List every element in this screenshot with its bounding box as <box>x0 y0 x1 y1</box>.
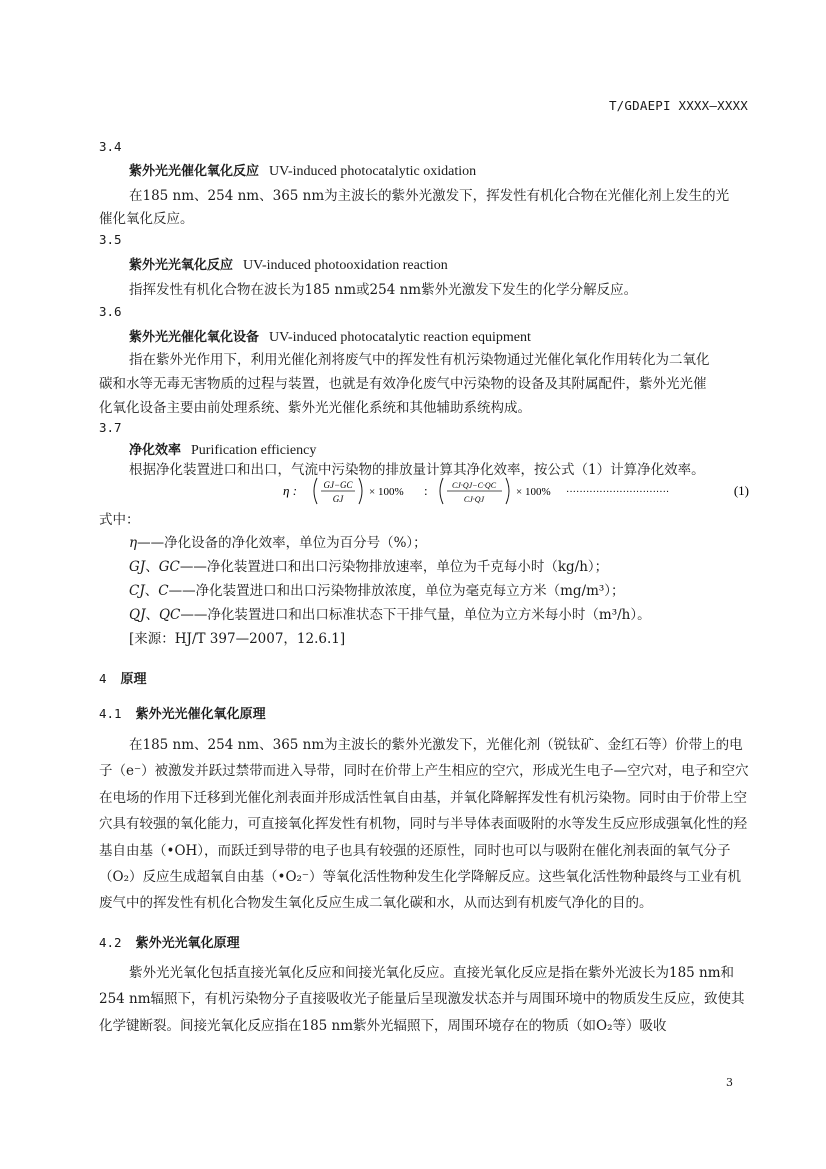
fraction-denominator: CJ·QJ <box>463 495 485 504</box>
term-chinese: 紫外光光氧化反应 <box>129 258 234 273</box>
symbol-description: ——净化装置进口和出口污染物排放速率，单位为千克每小时（kg/h）； <box>179 559 609 575</box>
clause-number: 3.4 <box>99 139 122 154</box>
definition-line: 化氧化设备主要由前处理系统、紫外光光催化系统和其他辅助系统构成。 <box>99 400 531 416</box>
definition-line: 指挥发性有机化合物在波长为185 nm或254 nm紫外光激发下发生的化学分解反应。 <box>129 282 638 298</box>
section-title: 紫外光光催化氧化原理 <box>135 707 266 722</box>
symbol: η <box>129 535 138 551</box>
equation-number: (1) <box>733 483 749 498</box>
symbol: QC <box>158 607 181 623</box>
symbol-definition <box>129 579 625 599</box>
symbol: CJ <box>129 583 145 599</box>
equals-sign: : <box>424 483 428 498</box>
right-paren <box>359 478 362 504</box>
subsection-heading <box>99 703 266 722</box>
symbol-description: ——净化装置进口和出口标准状态下干排气量，单位为立方米每小时（m³/h）。 <box>180 607 651 623</box>
symbol-separator: 、 <box>145 607 159 623</box>
term-chinese: 紫外光光催化氧化反应 <box>129 164 260 179</box>
symbol-definition <box>129 531 427 551</box>
clause-number: 3.5 <box>99 232 122 247</box>
term-entry <box>129 160 476 180</box>
symbol-description: ——净化装置进口和出口污染物排放浓度，单位为毫克每立方米（mg/m³）； <box>168 583 625 599</box>
equation-lhs: η : <box>283 483 298 498</box>
term-english: UV-induced photocatalytic reaction equipment <box>269 330 531 345</box>
equation-graphic <box>283 476 749 506</box>
section-number: 4.1 <box>99 706 122 721</box>
symbol: GJ <box>129 559 146 575</box>
section-number: 4 <box>99 671 107 686</box>
symbol: GC <box>158 559 180 575</box>
definition-line: 在185 nm、254 nm、365 nm为主波长的紫外光激发下，挥发性有机化合物在光催化剂上发生的光 <box>129 188 730 204</box>
symbol-definition <box>129 555 608 575</box>
definition-line: 催化氧化反应。 <box>99 211 194 227</box>
symbol-separator: 、 <box>145 559 159 575</box>
term-entry <box>129 326 531 346</box>
term-chinese: 净化效率 <box>129 443 182 458</box>
term-english: UV-induced photocatalytic oxidation <box>269 164 477 179</box>
page-number: 3 <box>726 1076 733 1089</box>
subsection-heading <box>99 932 240 951</box>
section-title: 原理 <box>120 672 147 687</box>
multiplier: × 100% <box>516 486 551 498</box>
section-heading <box>99 668 147 687</box>
symbol-description: ——净化设备的净化效率，单位为百分号（%）； <box>137 535 427 551</box>
definition-line: 指在紫外光作用下，利用光催化剂将废气中的挥发性有机污染物通过光催化氧化作用转化为二氧化 <box>129 352 710 368</box>
left-paren <box>314 478 317 504</box>
term-english: Purification efficiency <box>191 443 317 458</box>
symbol: C <box>158 583 169 599</box>
term-chinese: 紫外光光催化氧化设备 <box>129 330 260 345</box>
definition-line: 碳和水等无毒无害物质的过程与装置，也就是有效净化废气中污染物的设备及其附属配件，紫外光光催 <box>99 376 707 392</box>
source-note: [来源：HJ/T 397—2007，12.6.1] <box>129 631 346 647</box>
symbol-separator: 、 <box>144 583 159 599</box>
symbol: QJ <box>129 607 146 623</box>
multiplier: × 100% <box>369 486 404 498</box>
document-id: T/GDAEPI XXXX—XXXX <box>608 98 748 113</box>
fraction-denominator: GJ <box>332 494 344 504</box>
right-paren <box>506 478 509 504</box>
term-entry <box>129 439 316 459</box>
term-english: UV-induced photooxidation reaction <box>243 258 448 273</box>
term-entry <box>129 254 448 274</box>
section-number: 4.2 <box>99 935 122 950</box>
fraction-numerator: CJ·QJ−C·QC <box>451 481 497 490</box>
clause-number: 3.6 <box>99 304 122 319</box>
body-paragraph: 在185 nm、254 nm、365 nm为主波长的紫外光激发下，光催化剂（锐钛矿、金红石等）价带上的电子（e⁻）被激发并跃过禁带而进入导带，同时在价带上产生相应的空穴，形成光生电子—空穴对，电子和空穴在电场的作用下迁移到光催化剂表面并形成活性氧自由基，并氧化降解挥发性有机污染物。同时由于价带上空穴具有较强的氧化能力，可直接氧化挥发性有机物，同时与半导体表面吸附的水等发生反应形成强氧化性的羟基自由基（•OH），而跃迁到导带的电子也具有较强的还原性，同时也可以与吸附在催化剂表面的氧气分子（O₂）反应生成超氧自由基（•O₂⁻）等氧化活性物种发生化学降解反应。这些氧化活性物种最终与工业有机废气中的挥发性有机化合物发生氧化反应生成二氧化碳和水，从而达到有机废气净化的目的。 <box>99 737 749 912</box>
where-label: 式中： <box>99 512 140 528</box>
body-paragraph: 紫外光光氧化包括直接光氧化反应和间接光氧化反应。直接光氧化反应是指在紫外光波长为185 nm和254 nm辐照下，有机污染物分子直接吸收光子能量后呈现激发状态并与周围环境中的物质发生反应，致使其化学键断裂。间接光氧化反应指在185 nm紫外光辐照下，周围环境存在的物质（如O₂等）吸收 <box>99 965 745 1034</box>
section-title: 紫外光光氧化原理 <box>135 936 240 951</box>
fraction-numerator: GJ−GC <box>323 480 353 490</box>
definition-line: 根据净化装置进口和出口，气流中污染物的排放量计算其净化效率，按公式（1）计算净化效率。 <box>129 462 705 478</box>
clause-number: 3.7 <box>99 420 122 435</box>
equation <box>283 476 749 506</box>
left-paren <box>440 478 443 504</box>
symbol-definition <box>129 603 651 623</box>
dot-leader: ······························· <box>566 487 670 498</box>
